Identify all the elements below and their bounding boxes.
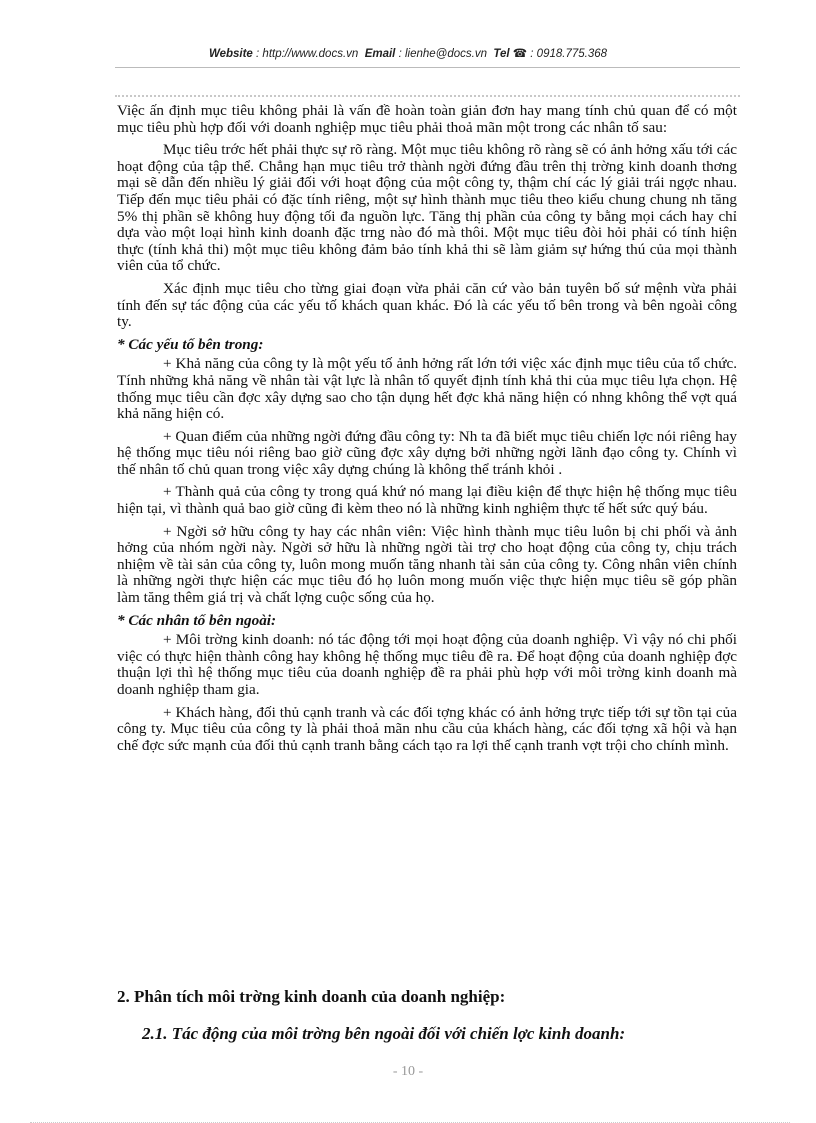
website-label: Website [208, 48, 253, 60]
email-address[interactable]: : lienhe@docs.vn [398, 48, 487, 60]
website-url[interactable]: : http://www.docs.vn [256, 48, 359, 60]
paragraph-owners-staff: + Ngời sở hữu công ty hay các nhân viên: Việc hình thành mục tiêu luôn bị chi phối và ảnh hởng của nhóm ngời này. Ngời sở hữu là những ngời tài trợ cho hoạt động của công ty, chịu trách nhiệm về tài sản của công ty, luôn mong muốn tăng nhanh tài sản của công ty. Công nhân viên chính là những ngời thực hiện các mục tiêu đó họ luôn mong muốn việc thực hiện mục tiêu sẽ góp phần làm tăng thêm giá trị và chất lợng cuộc sống của họ. [117, 522, 737, 607]
paragraph-past-results: + Thành quả của công ty trong quá khứ nó mang lại điều kiện để thực hiện hệ thống mục tiêu hiện tại, vì thành quả bao giờ cũng đi kèm theo nó là những kinh nghiệm thực tế hết sức quý báu. [117, 483, 737, 518]
paragraph-clarity: Mục tiêu trớc hết phải thực sự rõ ràng. Một mục tiêu không rõ ràng sẽ có ảnh hởng xấu tới các hoạt động của tập thể. Chẳng hạn mục tiêu trở thành ngời đứng đầu trên thị trờng kinh doanh thơng mại sẽ dẫn đến nhiều lý giải đối với hoạt động của một công ty, thậm chí các lý giải trái ngợc nhau. Tiếp đến mục tiêu phải có đặc tính riêng, một sự hình thành mục tiêu theo kiểu chung chung nh tăng 5% thị phần sẽ không huy động tối đa nguồn lực. Tăng thị phần của công ty bằng mọi cách hay chỉ dựa vào một loại hình kinh doanh đặc trng nào đó mà thôi. Một mục tiêu đòi hỏi phải có tính hiện thực (tính khả thi) một mục tiêu không đảm bảo tính khả thi sẽ làm giảm sự hứng thú của mọi thành viên của tổ chức. [117, 141, 737, 275]
paragraph-customers-competitors: + Khách hàng, đối thủ cạnh tranh và các đối tợng khác có ảnh hởng trực tiếp tới sự tồn tại của công ty. Mục tiêu của công ty là phải thoả mãn nhu cầu của khách hàng, các đối tợng xã hội và hạn chế đợc sức mạnh của đối thủ cạnh tranh bằng cách tạo ra lợi thế cạnh tranh vợt trội cho chính mình. [117, 703, 737, 754]
page-header [0, 46, 816, 60]
header-divider [115, 67, 740, 68]
subsection-heading: 2.1. Tác động của môi trờng bên ngoài đối với chiến lợc kinh doanh: [142, 1024, 626, 1043]
tel-label: Tel [493, 48, 510, 60]
document-body [117, 103, 737, 760]
page-number: - 10 - [392, 1064, 424, 1079]
subheading-internal-factors: * Các yếu tố bên trong: [117, 335, 264, 353]
dotted-divider [115, 95, 740, 97]
phone-icon: ☎ [512, 48, 528, 60]
tel-number: : 0918.775.368 [530, 48, 608, 60]
paragraph-capability: + Khả năng của công ty là một yếu tố ảnh hởng rất lớn tới việc xác định mục tiêu của tổ chức. Tính những khả năng về nhân tài vật lực là nhân tố quyết định tính khả thi của mục tiêu lựa chọn. Hệ thống mục tiêu cần đợc xây dựng sao cho tận dụng hết đợc khả năng hiện có nhng không thể vợt quá khả năng hiện có. [117, 355, 737, 423]
email-label: Email [364, 48, 396, 60]
subheading-external-factors: * Các nhân tố bên ngoài: [117, 611, 277, 629]
section-heading: 2. Phân tích môi trờng kinh doanh của doanh nghiệp: [117, 987, 506, 1006]
paragraph-factors: Xác định mục tiêu cho từng giai đoạn vừa phải căn cứ vào bản tuyên bố sứ mệnh vừa phải tính đến sự tác động của các yếu tố khách quan khác. Đó là các yếu tố bên trong và bên ngoài công ty. [117, 279, 737, 331]
paragraph-environment: + Môi trờng kinh doanh: nó tác động tới mọi hoạt động của doanh nghiệp. Vì vậy nó chi phối việc có thực hiện thành công hay không hệ thống mục tiêu đề ra. Để hoạt động của doanh nghiệp đợc thuận lợi thì hệ thống mục tiêu của doanh nghiệp đề ra phải phù hợp với môi trờng kinh doanh mà doanh nghiệp tham gia. [117, 631, 737, 698]
paragraph-intro: Việc ấn định mục tiêu không phải là vấn đề hoàn toàn giản đơn hay mang tính chủ quan để có một mục tiêu phù hợp đối với doanh nghiệp mục tiêu phải thoả mãn một trong các nhân tố sau: [117, 102, 737, 136]
paragraph-leadership: + Quan điểm của những ngời đứng đầu công ty: Nh ta đã biết mục tiêu chiến lợc nói riêng hay hệ thống mục tiêu nói riêng bao giờ cũng đợc xây dựng bởi những ngời lãnh đạo công ty. Chính vì thế nhân tố chủ quan trong việc xây dựng chúng là không thể tránh khỏi . [117, 427, 737, 478]
